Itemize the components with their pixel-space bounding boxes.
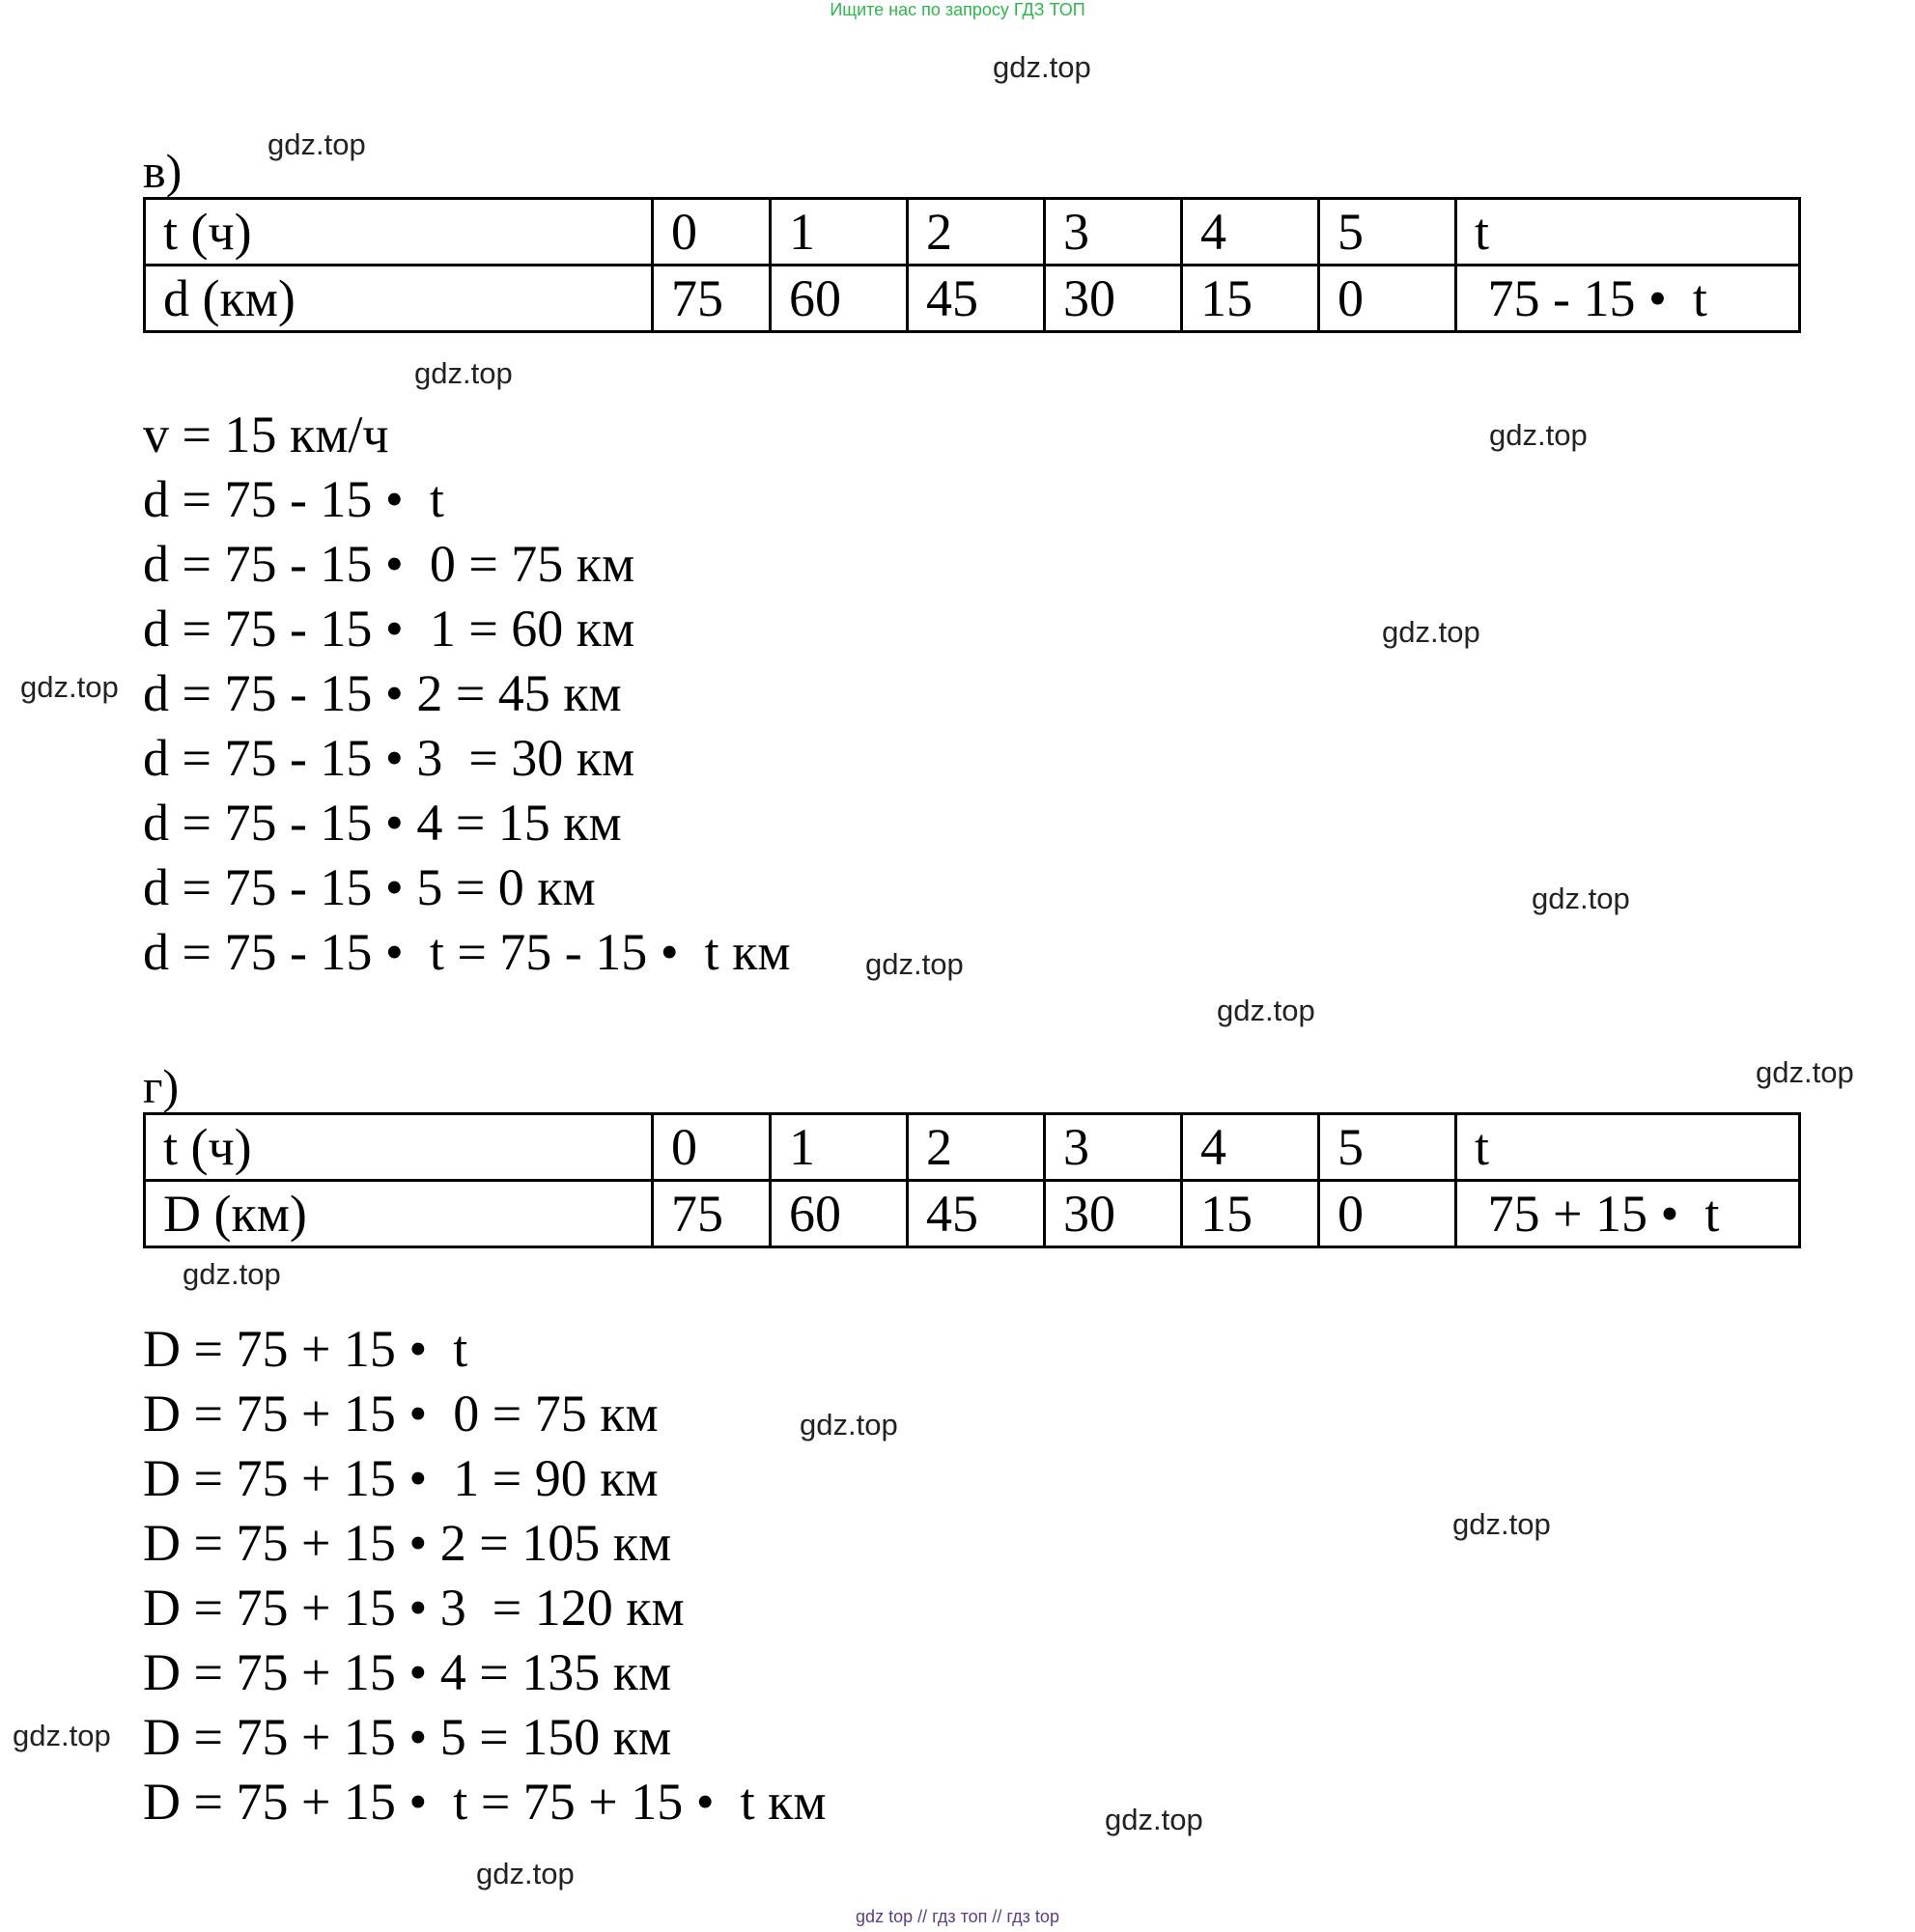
formula-line: D = 75 + 15 • 4 = 135 км bbox=[143, 1643, 672, 1701]
table-cell: 15 bbox=[1182, 266, 1319, 332]
watermark: gdz.top bbox=[1489, 418, 1588, 452]
table-cell: t bbox=[1456, 199, 1800, 266]
formula-line: D = 75 + 15 • t = 75 + 15 • t км bbox=[143, 1773, 827, 1831]
formula-line: d = 75 - 15 • t = 75 - 15 • t км bbox=[143, 923, 791, 981]
formula-line: D = 75 + 15 • t bbox=[143, 1320, 468, 1378]
table-cell: 3 bbox=[1045, 199, 1182, 266]
section-g-formulas bbox=[143, 1317, 827, 1834]
watermark: gdz.top bbox=[13, 1719, 111, 1752]
table-cell: 0 bbox=[653, 1114, 771, 1181]
table-cell: 45 bbox=[908, 266, 1045, 332]
formula-line: d = 75 - 15 • 5 = 0 км bbox=[143, 858, 596, 916]
table-cell: 4 bbox=[1182, 1114, 1319, 1181]
table-cell: 1 bbox=[771, 199, 908, 266]
watermark: gdz.top bbox=[1105, 1803, 1203, 1836]
section-v-table bbox=[143, 197, 1801, 333]
watermark: gdz.top bbox=[1532, 882, 1630, 915]
formula-line: D = 75 + 15 • 1 = 90 км bbox=[143, 1449, 659, 1507]
formula-line: d = 75 - 15 • 1 = 60 км bbox=[143, 600, 635, 658]
formula-line: v = 15 км/ч bbox=[143, 406, 389, 463]
table-cell: 2 bbox=[908, 1114, 1045, 1181]
footer-links[interactable]: gdz top // гдз топ // гдз top bbox=[856, 1907, 1059, 1926]
table-cell: 45 bbox=[908, 1181, 1045, 1247]
watermark: gdz.top bbox=[800, 1408, 898, 1442]
table-cell: 30 bbox=[1045, 1181, 1182, 1247]
table-cell: 5 bbox=[1319, 1114, 1456, 1181]
table-cell: 75 - 15 • t bbox=[1456, 266, 1800, 332]
table-cell: 2 bbox=[908, 199, 1045, 266]
section-g-table bbox=[143, 1112, 1801, 1248]
watermark: gdz.top bbox=[1756, 1055, 1854, 1089]
formula-line: D = 75 + 15 • 5 = 150 км bbox=[143, 1708, 672, 1766]
table-cell: 5 bbox=[1319, 199, 1456, 266]
formula-line: d = 75 - 15 • t bbox=[143, 470, 444, 528]
section-v-formulas bbox=[143, 403, 791, 985]
watermark: gdz.top bbox=[268, 127, 366, 161]
watermark: gdz.top bbox=[1217, 994, 1315, 1027]
table-cell: D (км) bbox=[145, 1181, 653, 1247]
watermark: gdz.top bbox=[1452, 1507, 1551, 1541]
watermark: gdz.top bbox=[993, 50, 1091, 84]
table-row bbox=[145, 1114, 1800, 1181]
watermark: gdz.top bbox=[476, 1857, 575, 1890]
watermark: gdz.top bbox=[20, 670, 119, 704]
formula-line: d = 75 - 15 • 0 = 75 км bbox=[143, 535, 635, 593]
table-cell: 75 bbox=[653, 266, 771, 332]
formula-line: d = 75 - 15 • 4 = 15 км bbox=[143, 794, 622, 852]
section-g-label: г) bbox=[143, 1059, 180, 1113]
watermark: gdz.top bbox=[414, 356, 513, 390]
table-row bbox=[145, 199, 1800, 266]
section-v-label: в) bbox=[143, 144, 183, 198]
watermark: gdz.top bbox=[1382, 615, 1480, 649]
table-cell: t bbox=[1456, 1114, 1800, 1181]
table-cell: 60 bbox=[771, 1181, 908, 1247]
formula-line: D = 75 + 15 • 3 = 120 км bbox=[143, 1579, 685, 1637]
table-cell: 60 bbox=[771, 266, 908, 332]
table-cell: 0 bbox=[1319, 1181, 1456, 1247]
table-cell: t (ч) bbox=[145, 199, 653, 266]
table-cell: 15 bbox=[1182, 1181, 1319, 1247]
table-cell: 30 bbox=[1045, 266, 1182, 332]
table-cell: 75 bbox=[653, 1181, 771, 1247]
table-row bbox=[145, 266, 1800, 332]
top-banner[interactable]: Ищите нас по запросу ГДЗ ТОП bbox=[830, 0, 1085, 19]
formula-line: d = 75 - 15 • 3 = 30 км bbox=[143, 729, 635, 787]
formula-line: D = 75 + 15 • 2 = 105 км bbox=[143, 1514, 672, 1572]
formula-line: d = 75 - 15 • 2 = 45 км bbox=[143, 664, 622, 722]
formula-line: D = 75 + 15 • 0 = 75 км bbox=[143, 1385, 659, 1442]
table-cell: 0 bbox=[653, 199, 771, 266]
table-row bbox=[145, 1181, 1800, 1247]
table-cell: 75 + 15 • t bbox=[1456, 1181, 1800, 1247]
watermark: gdz.top bbox=[183, 1257, 281, 1291]
table-cell: 0 bbox=[1319, 266, 1456, 332]
table-cell: d (км) bbox=[145, 266, 653, 332]
table-cell: t (ч) bbox=[145, 1114, 653, 1181]
table-cell: 3 bbox=[1045, 1114, 1182, 1181]
table-cell: 1 bbox=[771, 1114, 908, 1181]
table-cell: 4 bbox=[1182, 199, 1319, 266]
watermark: gdz.top bbox=[865, 947, 964, 981]
